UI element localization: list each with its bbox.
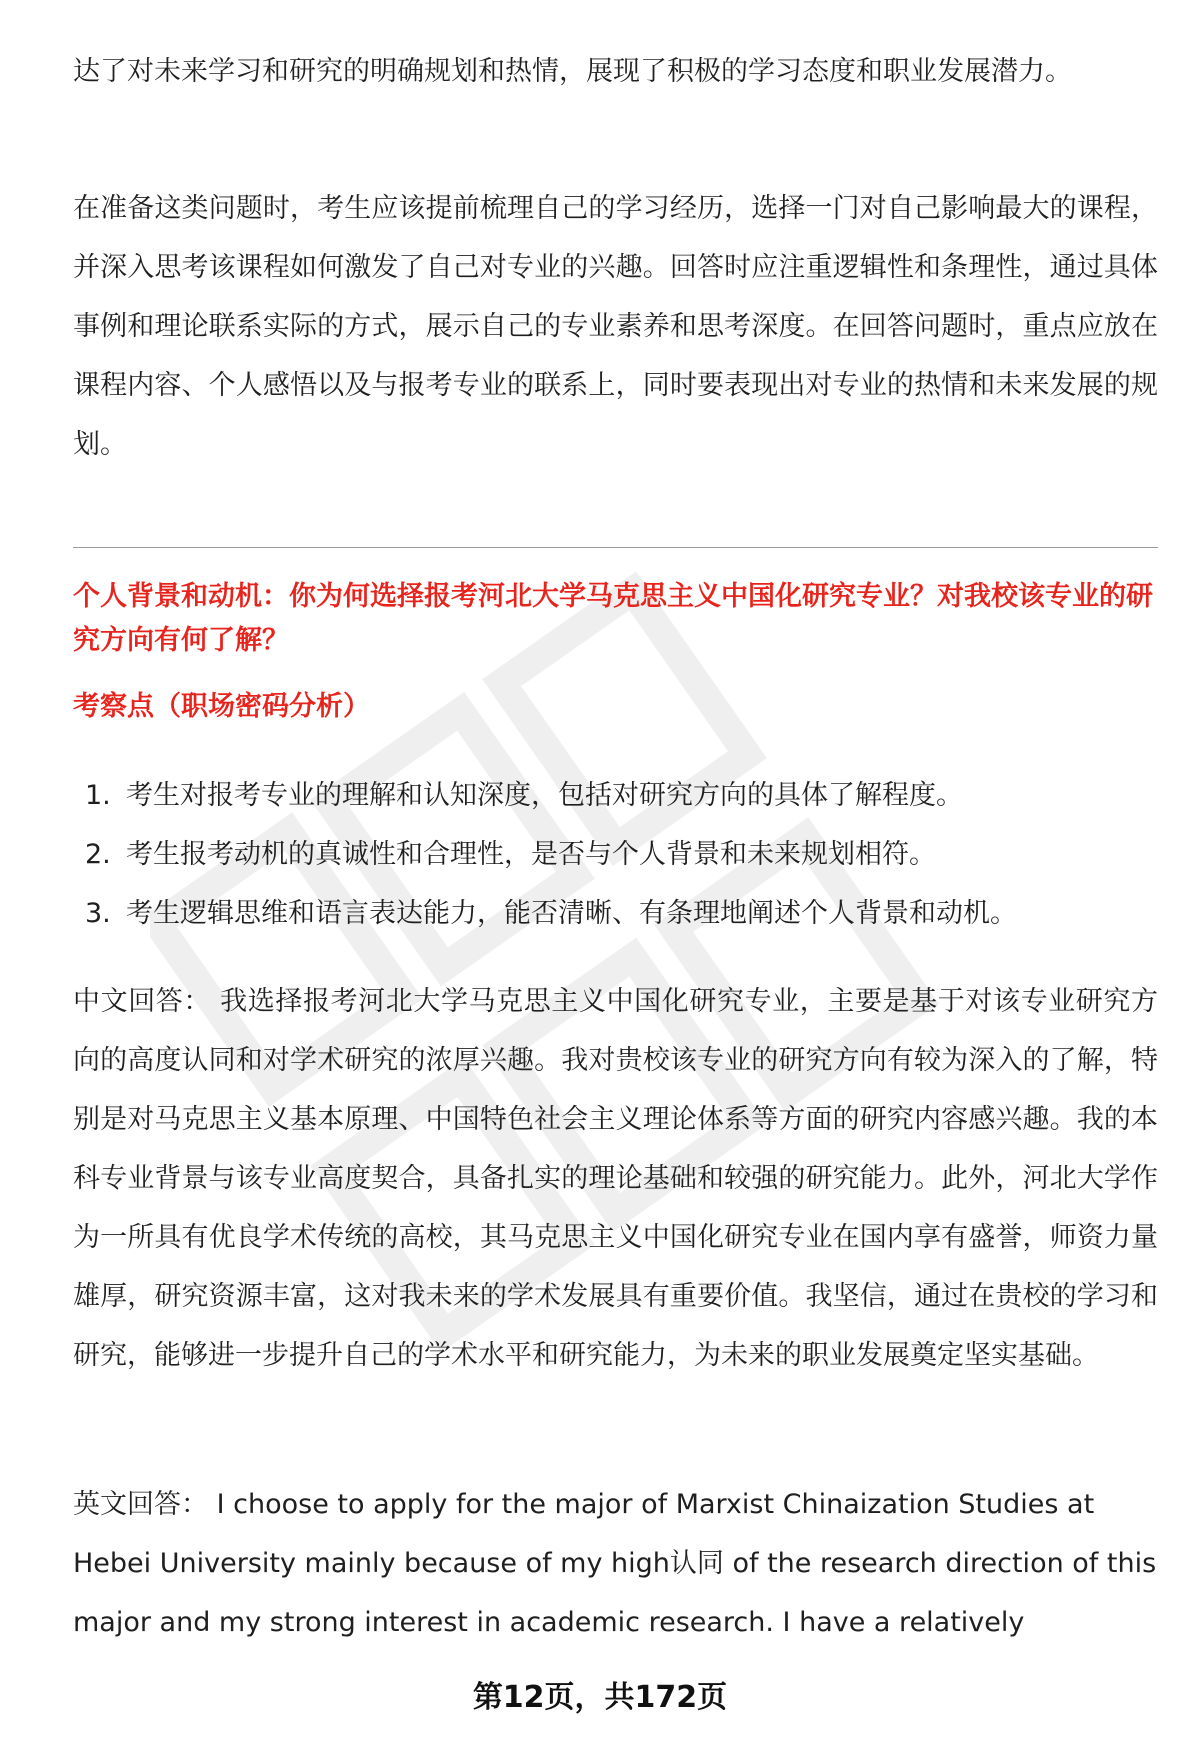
- english-answer-paragraph: 英文回答： I choose to apply for the major of Marxist Chinaization Studies at Hebei University mainly because of my high认同 of the research direction of this major and my strong interest in academic research. I have a relatively: [73, 1489, 1157, 1638]
- list-item: [73, 825, 1158, 884]
- analysis-heading: 考察点（职场密码分析）: [73, 691, 370, 722]
- preparation-advice-paragraph: 在准备这类问题时，考生应该提前梳理自己的学习经历，选择一门对自己影响最大的课程，并深入思考该课程如何激发了自己对专业的兴趣。回答时应注重逻辑性和条理性，通过具体事例和理论联系实际的方式，展示自己的专业素养和思考深度。在回答问题时，重点应放在课程内容、个人感悟以及与报考专业的联系上，同时要表现出对专业的热情和未来发展的规划。: [73, 193, 1158, 460]
- list-item: [73, 884, 1158, 943]
- question-title: 个人背景和动机：你为何选择报考河北大学马克思主义中国化研究专业？对我校该专业的研究方向有何了解？: [73, 581, 1153, 656]
- list-item-number: 3.: [85, 898, 111, 929]
- list-item-text: 考生逻辑思维和语言表达能力，能否清晰、有条理地阐述个人背景和动机。: [126, 898, 1017, 929]
- chinese-answer-paragraph: 中文回答： 我选择报考河北大学马克思主义中国化研究专业，主要是基于对该专业研究方向的高度认同和对学术研究的浓厚兴趣。我对贵校该专业的研究方向有较为深入的了解，特别是对马克思主义基本原理、中国特色社会主义理论体系等方面的研究内容感兴趣。我的本科专业背景与该专业高度契合，具备扎实的理论基础和较强的研究能力。此外，河北大学作为一所具有优良学术传统的高校，其马克思主义中国化研究专业在国内享有盛誉，师资力量雄厚，研究资源丰富，这对我未来的学术发展具有重要价值。我坚信，通过在贵校的学习和研究，能够进一步提升自己的学术水平和研究能力，为未来的职业发展奠定坚实基础。: [73, 986, 1158, 1371]
- page-number-footer: 第12页，共172页: [472, 1680, 728, 1715]
- list-item-number: 2.: [85, 839, 111, 870]
- intro-paragraph-continuation: 达了对未来学习和研究的明确规划和热情，展现了积极的学习态度和职业发展潜力。: [73, 56, 1072, 87]
- list-item-number: 1.: [85, 780, 111, 811]
- list-item-text: 考生报考动机的真诚性和合理性，是否与个人背景和未来规划相符。: [126, 839, 936, 870]
- list-item: [73, 766, 1158, 825]
- list-item-text: 考生对报考专业的理解和认知深度，包括对研究方向的具体了解程度。: [126, 780, 963, 811]
- analysis-points-list: [73, 766, 1158, 943]
- section-divider: [73, 547, 1158, 548]
